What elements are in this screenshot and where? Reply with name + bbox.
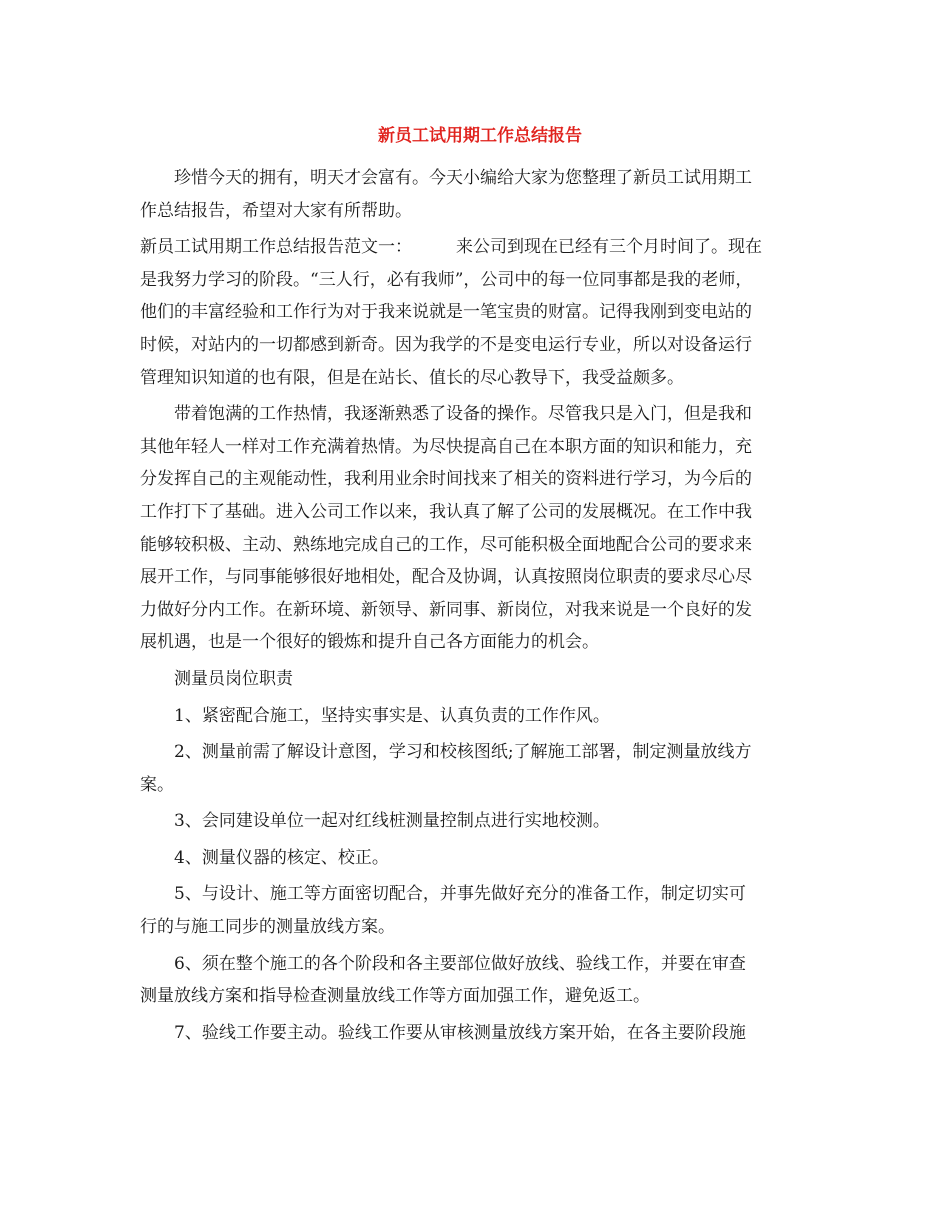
text-line: 测量放线方案和指导检查测量放线工作等方面加强工作，避免返工。 <box>140 986 650 1007</box>
duty-item-2 <box>140 736 820 801</box>
duty-item-1 <box>140 700 820 733</box>
text-line: 带着饱满的工作热情，我逐渐熟悉了设备的操作。尽管我只是入门，但是我和 <box>174 404 752 425</box>
section-heading-surveyor-duties <box>140 663 820 696</box>
text-line: 3、会同建设单位一起对红线桩测量控制点进行实地校测。 <box>174 811 610 832</box>
text-line: 力做好分内工作。在新环境、新领导、新同事、新岗位，对我来说是一个良好的发 <box>140 599 752 620</box>
duty-item-3 <box>140 805 820 838</box>
text-line: 时候，对站内的一切都感到新奇。因为我学的不是变电运行专业，所以对设备运行 <box>140 334 752 355</box>
text-line: 7、验线工作要主动。验线工作要从审核测量放线方案开始，在各主要阶段施 <box>174 1022 746 1043</box>
text-line: 分发挥自己的主观能动性，我利用业余时间找来了相关的资料进行学习，为今后的 <box>140 469 752 490</box>
text-line: 管理知识知道的也有限，但是在站长、值长的尽心教导下，我受益颇多。 <box>140 367 684 388</box>
text-line: 是我努力学习的阶段。“三人行，必有我师”，公司中的每一位同事都是我的老师， <box>140 269 753 290</box>
text-line: 展机遇，也是一个很好的锻炼和提升自己各方面能力的机会。 <box>140 632 599 653</box>
text-line: 作总结报告，希望对大家有所帮助。 <box>140 200 412 221</box>
duty-item-4 <box>140 842 820 875</box>
text-line: 案。 <box>140 774 174 795</box>
text-line: 能够较积极、主动、熟练地完成自己的工作，尽可能积极全面地配合公司的要求来 <box>140 534 752 555</box>
duty-item-5 <box>140 878 820 943</box>
text-line: 1、紧密配合施工，坚持实事实是、认真负责的工作作风。 <box>174 705 610 726</box>
text-line: 5、与设计、施工等方面密切配合，并事先做好充分的准备工作，制定切实可 <box>174 884 746 905</box>
text-line: 工作打下了基础。进入公司工作以来，我认真了解了公司的发展概况。在工作中我 <box>140 501 752 522</box>
text-line: 6、须在整个施工的各个阶段和各主要部位做好放线、验线工作，并要在审查 <box>174 953 746 974</box>
paragraph-intro <box>140 162 820 227</box>
duty-item-6 <box>140 948 820 1013</box>
text-line: 4、测量仪器的核定、校正。 <box>174 847 389 868</box>
document-body <box>140 162 820 1053</box>
paragraph-work-enthusiasm <box>140 398 820 659</box>
text-line-lead <box>140 231 820 264</box>
text-line: 行的与施工同步的测量放线方案。 <box>140 917 395 938</box>
document-title: 新员工试用期工作总结报告 <box>378 126 582 146</box>
text-line: 2、测量前需了解设计意图，学习和校核图纸;了解施工部署，制定测量放线方 <box>174 742 752 763</box>
text-line: 展开工作，与同事能够很好地相处，配合及协调，认真按照岗位职责的要求尽心尽 <box>140 567 752 588</box>
sample-heading: 新员工试用期工作总结报告范文一： <box>140 237 412 258</box>
text-line: 其他年轻人一样对工作充满着热情。为尽快提高自己在本职方面的知识和能力，充 <box>140 436 752 457</box>
duty-item-7 <box>140 1017 820 1050</box>
text-fragment: 来公司到现在已经有三个月时间了。现在 <box>456 237 762 258</box>
text-line: 珍惜今天的拥有，明天才会富有。今天小编给大家为您整理了新员工试用期工 <box>174 168 752 188</box>
text-line: 测量员岗位职责 <box>174 668 293 689</box>
paragraph-sample-one <box>140 231 820 394</box>
text-line: 他们的丰富经验和工作行为对于我来说就是一笔宝贵的财富。记得我刚到变电站的 <box>140 302 752 323</box>
